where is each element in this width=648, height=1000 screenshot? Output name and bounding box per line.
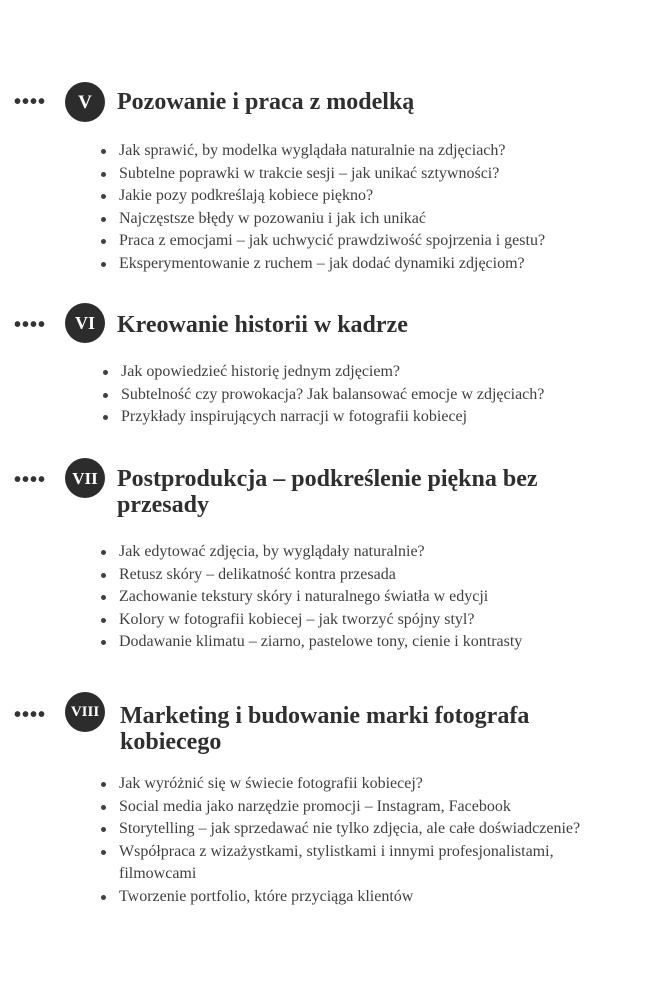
topic-list: [99, 773, 619, 908]
section-title: Marketing i budowanie marki fotografa kobiecego: [120, 703, 530, 755]
dots-decoration: ••••: [14, 91, 47, 113]
section-numeral: VI: [74, 313, 95, 333]
section-numeral: V: [78, 91, 92, 113]
list-item: Eksperymentowanie z ruchem – jak dodać dynamiki zdjęciom?: [99, 253, 545, 276]
list-item: Jakie pozy podkreślają kobiece piękno?: [99, 185, 545, 208]
topic-list: [99, 140, 545, 275]
list-item: Jak opowiedzieć historię jednym zdjęciem?: [101, 361, 544, 384]
list-item: Subtelność czy prowokacja? Jak balansować emocje w zdjęciach?: [101, 384, 544, 407]
list-item: Przykłady inspirujących narracji w fotografii kobiecej: [101, 406, 544, 429]
list-item: Tworzenie portfolio, które przyciąga klientów: [99, 886, 619, 909]
list-item: Najczęstsze błędy w pozowaniu i jak ich unikać: [99, 208, 545, 231]
section-title: Postprodukcja – podkreślenie piękna bez przesady: [117, 466, 538, 518]
section-numeral: VII: [72, 468, 98, 488]
section-number-badge: [65, 82, 105, 122]
list-item: Praca z emocjami – jak uchwycić prawdziwość spojrzenia i gestu?: [99, 230, 545, 253]
dots-decoration: ••••: [14, 704, 47, 726]
list-item: Jak sprawić, by modelka wyglądała naturalnie na zdjęciach?: [99, 140, 545, 163]
list-item: Retusz skóry – delikatność kontra przesada: [99, 564, 522, 587]
dots-decoration: ••••: [14, 314, 47, 336]
section-numeral: VIII: [70, 703, 100, 720]
list-item: Współpraca z wizażystkami, stylistkami i innymi profesjonalistami, filmowcami: [99, 841, 619, 886]
section-number-badge: [65, 458, 105, 498]
section-number-badge: [65, 692, 105, 732]
list-item: Subtelne poprawki w trakcie sesji – jak unikać sztywności?: [99, 163, 545, 186]
topic-list: [99, 541, 522, 654]
list-item: Dodawanie klimatu – ziarno, pastelowe tony, cienie i kontrasty: [99, 631, 522, 654]
list-item: Storytelling – jak sprzedawać nie tylko zdjęcia, ale całe doświadczenie?: [99, 818, 619, 841]
dots-decoration: ••••: [14, 469, 47, 491]
section-title: Kreowanie historii w kadrze: [117, 312, 408, 338]
list-item: Jak edytować zdjęcia, by wyglądały naturalnie?: [99, 541, 522, 564]
list-item: Jak wyróżnić się w świecie fotografii kobiecej?: [99, 773, 619, 796]
list-item: Social media jako narzędzie promocji – Instagram, Facebook: [99, 796, 619, 819]
section-number-badge: [65, 303, 105, 343]
list-item: Zachowanie tekstury skóry i naturalnego światła w edycji: [99, 586, 522, 609]
list-item: Kolory w fotografii kobiecej – jak tworzyć spójny styl?: [99, 609, 522, 632]
topic-list: [101, 361, 544, 429]
section-title: Pozowanie i praca z modelką: [117, 89, 415, 115]
